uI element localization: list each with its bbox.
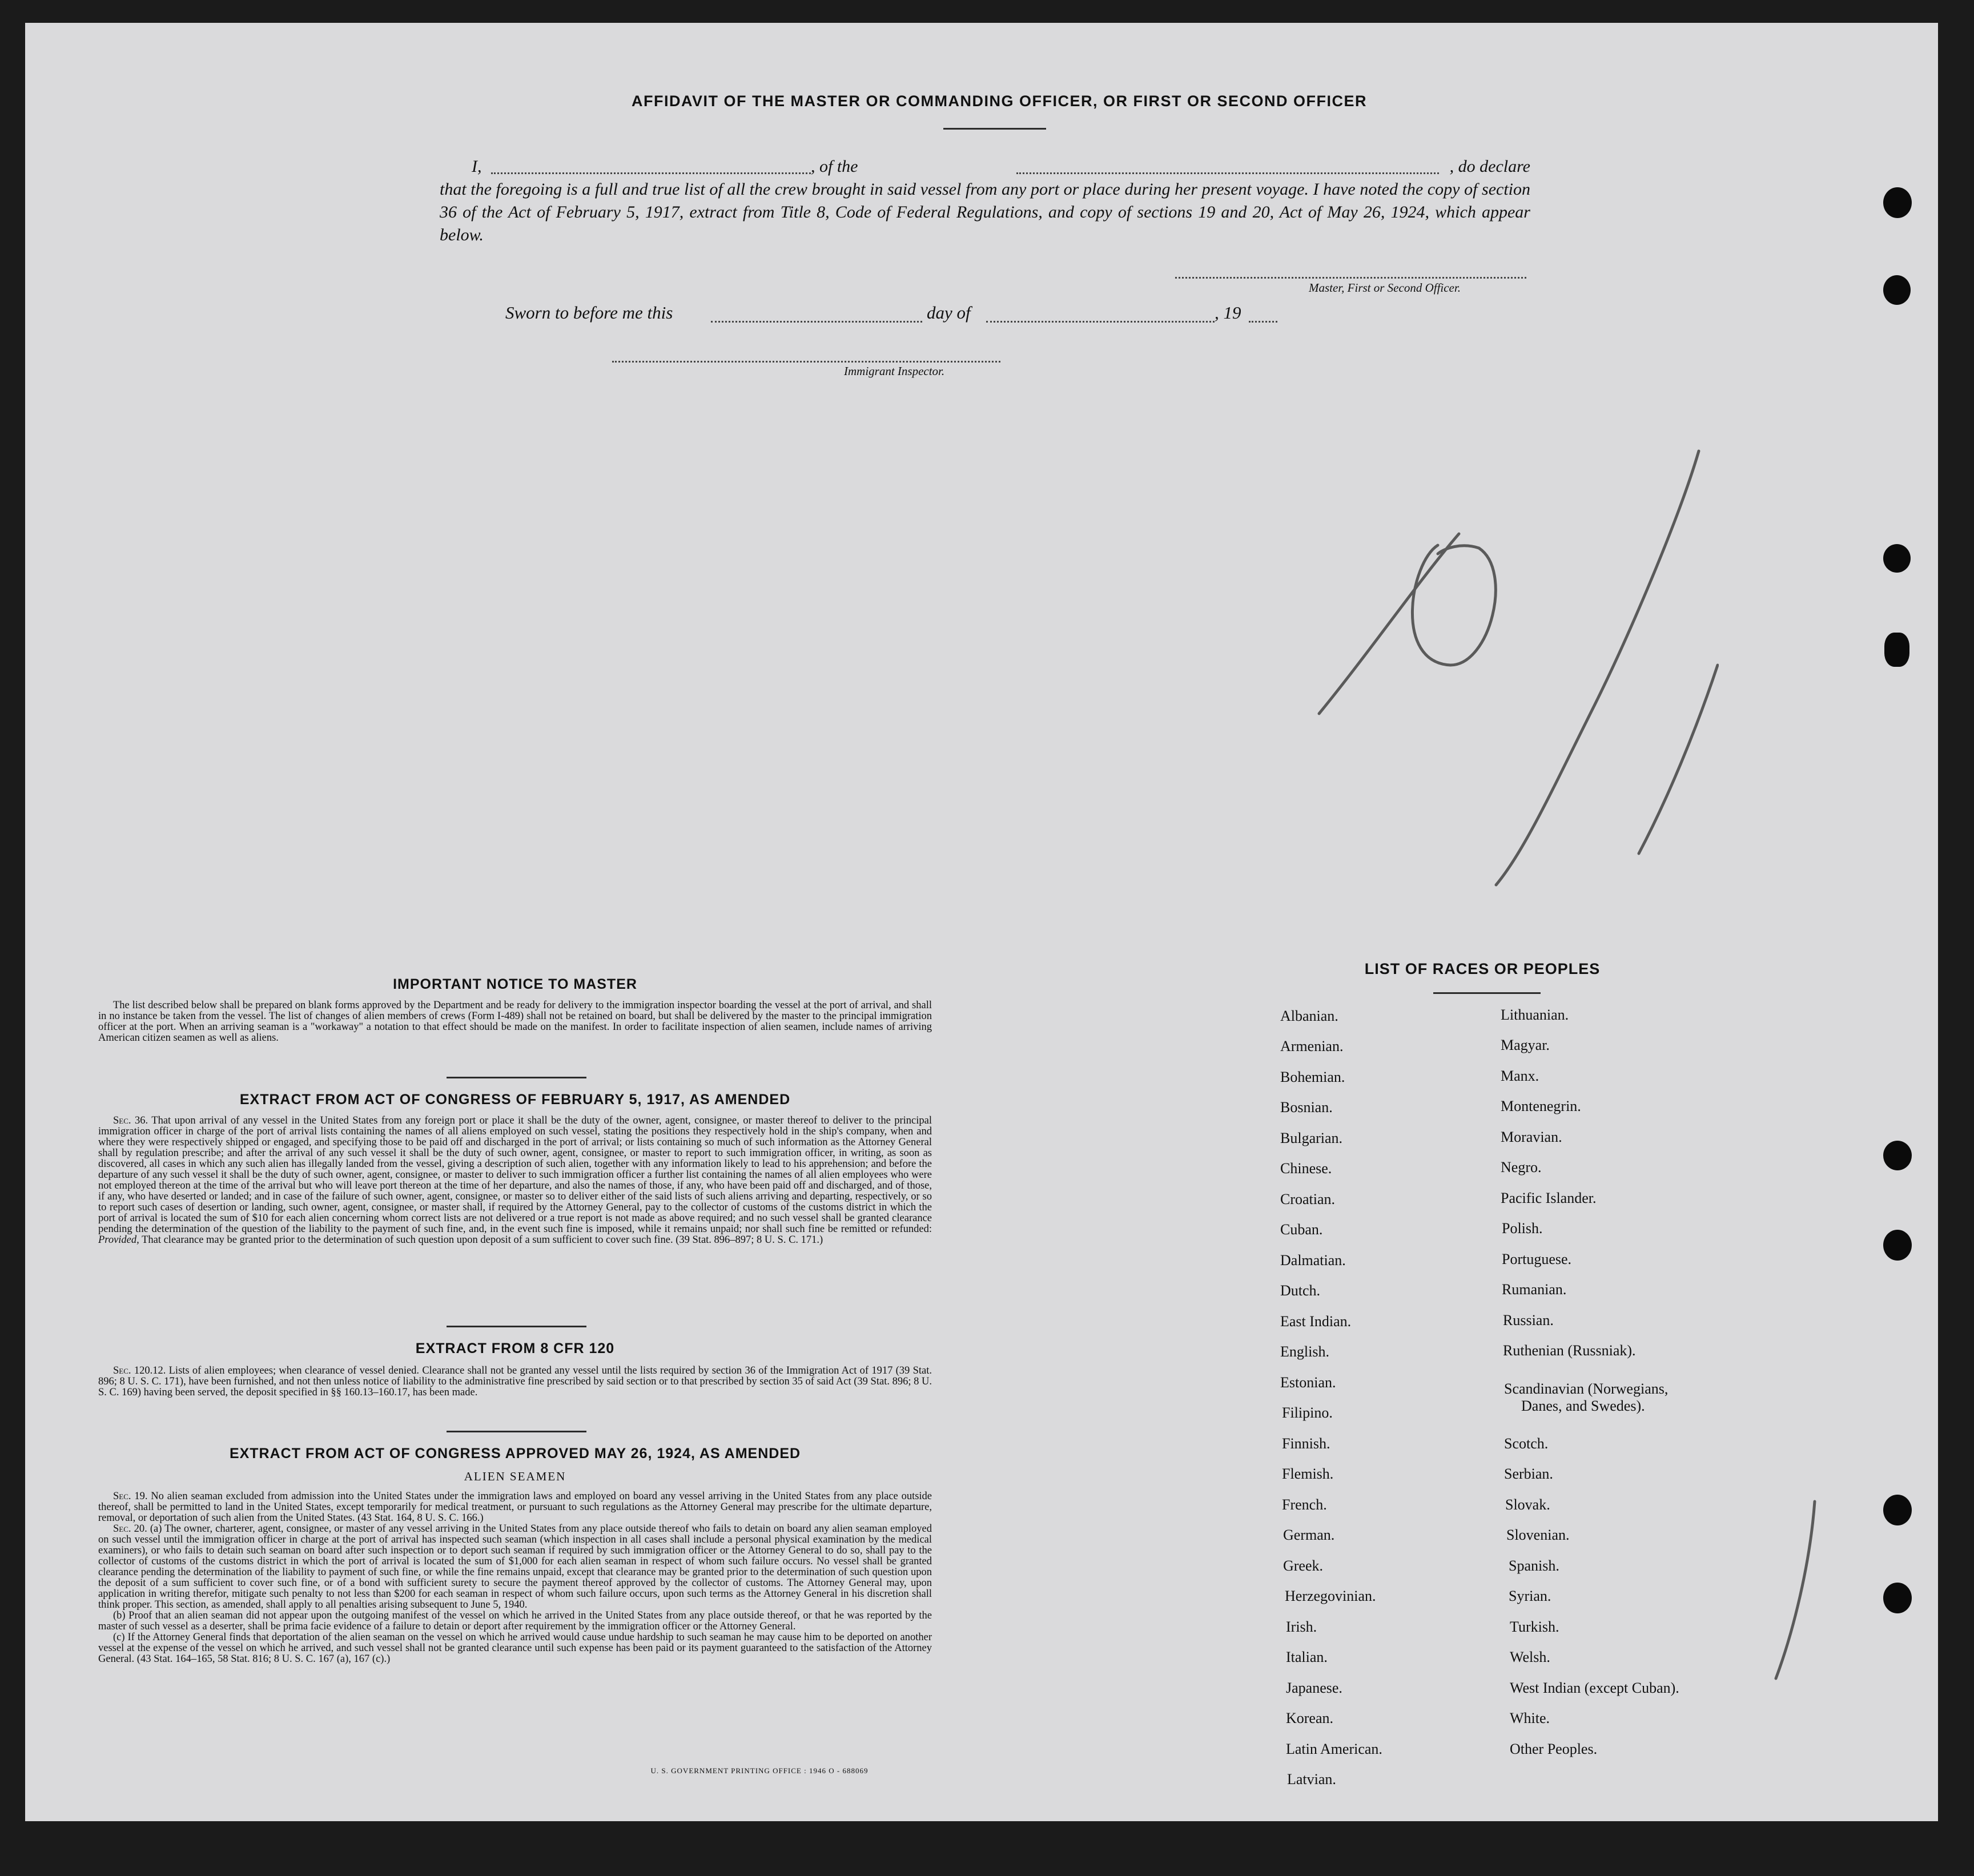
section-rule — [447, 1077, 586, 1078]
race-item: Polish. — [1502, 1220, 1543, 1237]
declaration-text: that the foregoing is a full and true list of all the crew brought in said vessel from any port or place during her present voyage. I have noted the copy of section 36 of the Act of February 5, 1917, extract from Title 8, Code of Federal Regulations, and copy of sections 19 and 20, Act of May 26, 1924, which appear below. — [440, 180, 1530, 244]
race-item: Turkish. — [1510, 1619, 1559, 1635]
declarant-prefix: I, — [472, 157, 482, 176]
race-item: Flemish. — [1282, 1466, 1334, 1482]
punch-hole — [1883, 1583, 1912, 1613]
race-item: French. — [1282, 1496, 1327, 1513]
sec-20b-text: (b) Proof that an alien seaman did not appear upon the outgoing manifest of the vessel on which he arrived in the United States from any place outside thereof, or that he was reported by the master of such vessel as a deserter, shall be prima facie evidence of a failure to detain or deport after requirement by the immigration officer or the Attorney General. — [98, 1610, 932, 1632]
race-item: Manx. — [1501, 1068, 1539, 1084]
race-item: Dalmatian. — [1280, 1252, 1346, 1269]
sec-36-text: That upon arrival of any vessel in the United States from any foreign port or place it shall be the duty of the owner, agent, consignee, or master thereof to deliver to the principal immigration officer in charge of the port of arrival lists containing the names of all aliens employed on such vessel, stating the positions they respectively hold in the ship's company, when and where they were respectively shipped or engaged, and specifying those to be paid off and discharged in the port of arrival; or lists containing so much of such information as the Attorney General shall by regulation prescribe; and after the arrival of any such vessel it shall be the duty of such owner, agent, consignee, or master to report to such immigration officer, in writing, as soon as discovered, all cases in which any such alien has illegally landed from the vessel, giving a description of such alien, together with any information likely to lead to his apprehension; and before the departure of any such vessel it shall be the duty of such owner, agent, consignee, or master to deliver to such immigration officer a further list containing the names of all alien employees who were not employed thereon at the time of the arrival but who will leave port thereon at the time of her departure, and also the names of those, if any, who have been paid off and discharged, and of those, if any, who have deserted or landed; and in case of the failure of such owner, agent, consignee, or master so to deliver either of the said lists of such aliens arriving and departing, respectively, or so to report such cases of desertion or landing, such owner, agent, consignee, or master shall, if required by the Attorney General, pay to the collector of customs of the customs district in which the port of arrival is located the sum of $10 for each alien concerning whom correct lists are not delivered or a true report is not made as above required; and no such vessel shall be granted clearance pending the determination of the question of the liability to the payment of such fine, and, in the event such fine is imposed, while it remains unpaid; nor shall such fine be remitted or refunded: — [98, 1115, 932, 1235]
notice-title: IMPORTANT NOTICE TO MASTER — [393, 976, 637, 992]
extract-1917-title: EXTRACT FROM ACT OF CONGRESS OF FEBRUARY 5, 1917, AS AMENDED — [239, 1092, 791, 1108]
race-item: Bosnian. — [1280, 1099, 1333, 1116]
punch-hole — [1883, 275, 1911, 305]
race-item: Negro. — [1501, 1159, 1542, 1175]
race-item: Scotch. — [1504, 1435, 1549, 1452]
sec-120-text: Lists of alien employees; when clearance of vessel denied. Clearance shall not be granted any vessel until the lists required by section 36 of the Immigration Act of 1917 (39 Stat. 896; 8 U. S. C. 171), have been furnished, and not then unless notice of liability to the administrative fine prescribed by said section or to that prescribed by section 35 of said Act (39 Stat. 896; 8 U. S. C. 169) having been served, the deposit specified in §§ 160.13–160.17, has been made. — [98, 1365, 932, 1398]
race-item: Irish. — [1286, 1619, 1317, 1635]
race-item: Slovenian. — [1506, 1527, 1570, 1543]
race-item: Portuguese. — [1502, 1251, 1572, 1267]
race-item: Latin American. — [1286, 1741, 1382, 1757]
extract-1924-text — [98, 1491, 932, 1665]
race-item: Japanese. — [1286, 1680, 1342, 1696]
race-item: Pacific Islander. — [1501, 1190, 1597, 1206]
race-item: Scandinavian (Norwegians, — [1504, 1380, 1669, 1397]
extract-cfr-text — [98, 1366, 932, 1398]
race-item: English. — [1280, 1343, 1329, 1360]
affidavit-declaration — [440, 155, 1530, 247]
race-item: West Indian (except Cuban). — [1510, 1680, 1679, 1696]
sec-19-text: No alien seaman excluded from admission into the United States under the immigration laws and employed on board any vessel arriving in the United States from any place outside thereof, shall be permitted to land in the United States, except temporarily for medical treatment, or pursuant to such regulations as the Attorney General may prescribe for the ultimate departure, removal, or deportation of such alien from the United States. (43 Stat. 164, 8 U. S. C. 166.) — [98, 1491, 932, 1524]
sec-36-label: Sec. 36. — [113, 1115, 148, 1126]
extract-1917-text — [98, 1116, 932, 1246]
race-item: Bohemian. — [1280, 1069, 1345, 1085]
race-item: Welsh. — [1510, 1649, 1550, 1665]
race-item: Filipino. — [1282, 1404, 1333, 1421]
sec-120-label: Sec. 120.12. — [113, 1365, 166, 1376]
notice-paragraph: The list described below shall be prepared on blank forms approved by the Department and be ready for delivery to the immigration inspector boarding the vessel at the port of arrival, and shall in no instance be taken from the vessel. The list of changes of alien members of crews (Form I-489) shall not be retained on board, but shall be delivered by the master to the principal immigration officer at the port. When an arriving seaman is a "workaway" a notation to that effect should be made on the manifest. In order to facilitate inspection of alien seamen, include names of arriving American citizen seamen as well as aliens. — [98, 1000, 932, 1044]
race-item: East Indian. — [1280, 1313, 1352, 1330]
sworn-day-field[interactable] — [711, 321, 922, 323]
punch-hole — [1883, 187, 1912, 218]
master-signature-label: Master, First or Second Officer. — [1309, 281, 1461, 295]
race-item: White. — [1510, 1710, 1550, 1726]
race-item: Ruthenian (Russniak). — [1503, 1342, 1636, 1359]
sworn-label: Sworn to before me this — [505, 303, 673, 323]
year-prefix-label: , 19 — [1215, 303, 1241, 323]
race-item: Other Peoples. — [1510, 1741, 1598, 1757]
punch-hole — [1884, 633, 1909, 667]
sec-36-end: That clearance may be granted prior to the determination of such question upon deposit of a sum sufficient to cover such fine. (39 Stat. 896–897; 8 U. S. C. 171.) — [142, 1234, 823, 1246]
handwritten-check-mark — [1770, 1496, 1822, 1684]
gpo-footer: U. S. GOVERNMENT PRINTING OFFICE : 1946 O - 688069 — [650, 1766, 869, 1775]
race-item: German. — [1283, 1527, 1335, 1543]
race-item: Herzegovinian. — [1285, 1588, 1376, 1604]
race-item: Syrian. — [1509, 1588, 1551, 1604]
race-item: Lithuanian. — [1501, 1007, 1569, 1023]
race-item: Latvian. — [1287, 1771, 1336, 1788]
day-of-label: day of — [927, 303, 971, 323]
extract-1924-title: EXTRACT FROM ACT OF CONGRESS APPROVED MAY 26, 1924, AS AMENDED — [229, 1446, 801, 1462]
sworn-line — [505, 303, 1305, 325]
section-rule — [447, 1326, 586, 1327]
race-item: Magyar. — [1501, 1037, 1550, 1053]
vessel-name-field[interactable] — [1016, 172, 1439, 174]
of-the-label: , of the — [811, 157, 858, 176]
inspector-label: Immigrant Inspector. — [844, 364, 945, 378]
race-item: Cuban. — [1280, 1221, 1323, 1238]
sworn-month-field[interactable] — [986, 321, 1215, 323]
affidavit-title: AFFIDAVIT OF THE MASTER OR COMMANDING OFFICER, OR FIRST OR SECOND OFFICER — [632, 92, 1367, 110]
notice-text — [98, 1000, 932, 1044]
races-title: LIST OF RACES OR PEOPLES — [1364, 960, 1601, 977]
sec-19-label: Sec. 19. — [113, 1491, 148, 1502]
race-item: Russian. — [1503, 1312, 1554, 1329]
race-item: Danes, and Swedes). — [1521, 1398, 1645, 1414]
sec-20-label: Sec. 20. — [113, 1523, 147, 1535]
sec-20a-text: (a) The owner, charterer, agent, consignee, or master of any vessel arriving in the United States from any place outside thereof who fails to detain on board any alien seaman employed on such vessel until the immigration officer in charge at the port of arrival has inspected such seaman (which inspection in all cases shall include a personal physical examination by the medical examiners), or who fails to detain such seaman on board after such inspection or to deport such seaman if required by such immigration officer or the Attorney General to do so, shall pay to the collector of customs of the customs district in which the port of arrival is located the sum of $1,000 for each alien seaman in respect of whom such failure occurs. No vessel shall be granted clearance pending the determination of the liability to payment of such fine, or while the fine remains unpaid, except that clearance may be granted prior to the determination of such question upon the deposit of a sum sufficient to cover such fine, or of a bond with sufficient surety to secure the payment thereof approved by the collector of customs. The Attorney General may, upon application in writing therefor, mitigate such penalty to not less than $200 for each seaman in respect of whom such failure occurs, upon such terms as the Attorney General in his discretion shall think proper. This section, as amended, shall apply to all penalties arising subsequent to June 5, 1940. — [98, 1523, 932, 1611]
extract-cfr-title: EXTRACT FROM 8 CFR 120 — [415, 1340, 615, 1356]
race-item: Croatian. — [1280, 1191, 1336, 1207]
race-item: Italian. — [1286, 1649, 1328, 1665]
race-item: Bulgarian. — [1280, 1130, 1343, 1146]
provided-word: Provided, — [98, 1234, 139, 1246]
do-declare-label: , do declare — [1449, 157, 1530, 176]
alien-seamen-subtitle: ALIEN SEAMEN — [464, 1470, 566, 1483]
punch-hole — [1883, 544, 1911, 573]
inspector-signature-field[interactable] — [612, 361, 1000, 363]
race-item: Serbian. — [1504, 1466, 1553, 1482]
handwritten-mark — [1285, 434, 1719, 902]
punch-hole — [1883, 1230, 1912, 1261]
race-item: Montenegrin. — [1501, 1098, 1581, 1114]
race-item: Rumanian. — [1502, 1281, 1567, 1298]
race-item: Albanian. — [1280, 1008, 1338, 1024]
races-title-rule — [1433, 992, 1541, 994]
race-item: Spanish. — [1509, 1557, 1559, 1574]
punch-hole — [1883, 1495, 1912, 1525]
race-item: Armenian. — [1280, 1038, 1344, 1054]
race-item: Slovak. — [1505, 1496, 1550, 1513]
master-signature-field[interactable] — [1175, 277, 1526, 279]
race-item: Greek. — [1283, 1557, 1324, 1574]
section-rule — [447, 1431, 586, 1432]
race-item: Finnish. — [1282, 1435, 1330, 1452]
sec-20c-text: (c) If the Attorney General finds that deportation of the alien seaman on the vessel on which he arrived would cause undue hardship to such seaman he may cause him to be deported on another vessel at the expense of the vessel on which he arrived, and such vessel shall not be granted clearance until such expense has been paid or its payment guaranteed to the satisfaction of the Attorney General. (43 Stat. 164–165, 58 Stat. 816; 8 U. S. C. 167 (a), 167 (c).) — [98, 1632, 932, 1665]
sworn-year-field[interactable] — [1249, 321, 1277, 323]
title-rule — [943, 128, 1046, 130]
declarant-name-field[interactable] — [491, 172, 811, 174]
race-item: Dutch. — [1280, 1282, 1321, 1299]
punch-hole — [1883, 1141, 1912, 1170]
race-item: Chinese. — [1280, 1160, 1332, 1177]
race-item: Moravian. — [1501, 1129, 1562, 1145]
race-item: Estonian. — [1280, 1374, 1336, 1391]
race-item: Korean. — [1286, 1710, 1334, 1726]
